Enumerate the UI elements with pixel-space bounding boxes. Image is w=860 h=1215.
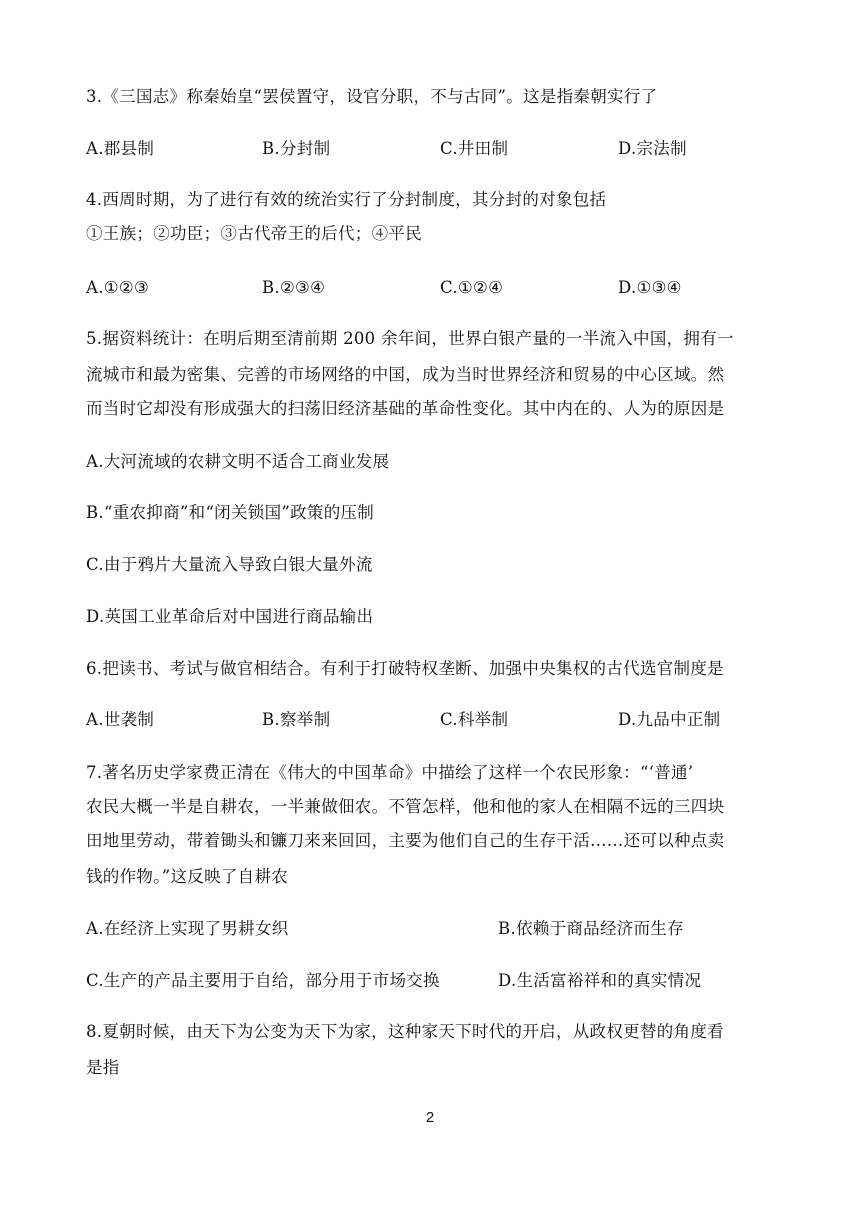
page-number: 2	[425, 1109, 435, 1126]
question-5-option-b: B.“重农抑商”和“闭关锁国”政策的压制	[86, 503, 375, 522]
question-7-option-d: D.生活富裕祥和的真实情况	[498, 971, 702, 990]
question-5-option-d: D.英国工业革命后对中国进行商品输出	[86, 607, 374, 626]
question-4-items: ①王族；②功臣；③古代帝王的后代；④平民	[86, 224, 422, 243]
question-7-stem-line-2: 农民大概一半是自耕农，一半兼做佃农。不管怎样，他和他的家人在相隔不远的三四块	[86, 797, 725, 816]
question-3-option-d: D.宗法制	[618, 139, 687, 158]
question-7-stem-line-4: 钱的作物。”这反映了自耕农	[86, 867, 289, 886]
question-6-option-c: C.科举制	[440, 710, 509, 729]
question-4-option-d: D.①③④	[618, 278, 682, 297]
question-5-option-c: C.由于鸦片大量流入导致白银大量外流	[86, 555, 373, 574]
question-4-option-a: A.①②③	[86, 278, 150, 297]
question-6-stem: 6.把读书、考试与做官相结合。有利于打破特权垄断、加强中央集权的古代选官制度是	[86, 659, 724, 678]
question-5-stem-line-2: 流城市和最为密集、完善的市场网络的中国，成为当时世界经济和贸易的中心区域。然	[86, 365, 725, 384]
question-7-option-a: A.在经济上实现了男耕女织	[86, 919, 289, 938]
question-5-stem-line-3: 而当时它却没有形成强大的扫荡旧经济基础的革命性变化。其中内在的、人为的原因是	[86, 399, 725, 418]
question-5-stem-line-1: 5.据资料统计：在明后期至清前期 200 余年间，世界白银产量的一半流入中国，拥有一	[86, 329, 734, 348]
question-4-option-c: C.①②④	[440, 278, 504, 297]
question-7-option-c: C.生产的产品主要用于自给，部分用于市场交换	[86, 971, 440, 990]
question-8-stem-line-1: 8.夏朝时候，由天下为公变为天下为家，这种家天下时代的开启，从政权更替的角度看	[86, 1022, 724, 1041]
question-3-stem: 3.《三国志》称秦始皇“罢侯置守，设官分职，不与古同”。这是指秦朝实行了	[86, 87, 658, 106]
question-6-option-b: B.察举制	[262, 710, 331, 729]
question-3-option-b: B.分封制	[262, 139, 331, 158]
question-7-stem-line-1: 7.著名历史学家费正清在《伟大的中国革命》中描绘了这样一个农民形象：“‘普通’	[86, 763, 694, 782]
question-3-option-c: C.井田制	[440, 139, 509, 158]
question-6-option-d: D.九品中正制	[618, 710, 721, 729]
question-7-stem-line-3: 田地里劳动，带着锄头和镰刀来来回回，主要为他们自己的生存干活……还可以种点卖	[86, 831, 725, 850]
question-4-stem: 4.西周时期，为了进行有效的统治实行了分封制度，其分封的对象包括	[86, 190, 607, 209]
question-5-option-a: A.大河流域的农耕文明不适合工商业发展	[86, 452, 390, 471]
question-8-stem-line-2: 是指	[86, 1058, 120, 1077]
question-4-option-b: B.②③④	[262, 278, 326, 297]
question-6-option-a: A.世袭制	[86, 710, 155, 729]
question-3-option-a: A.郡县制	[86, 139, 155, 158]
question-7-option-b: B.依赖于商品经济而生存	[498, 919, 684, 938]
